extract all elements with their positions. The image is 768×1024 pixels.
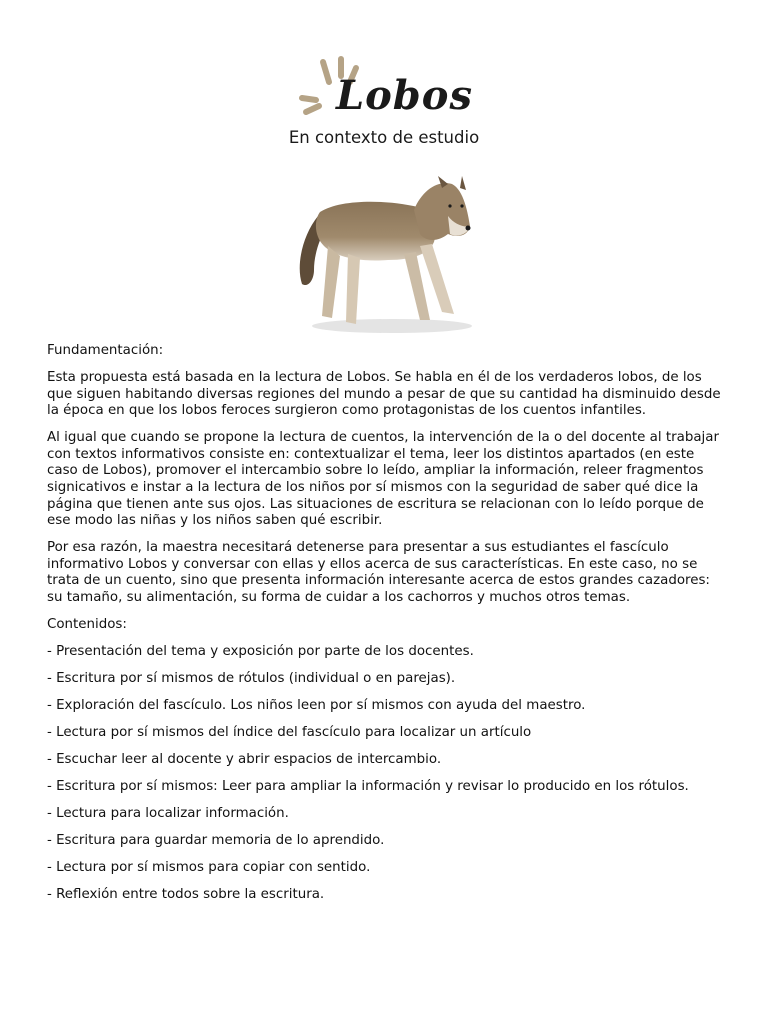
document-header [0, 52, 768, 152]
list-item: - Lectura por sí mismos para copiar con sentido. [47, 859, 371, 875]
list-item: - Exploración del fascículo. Los niños leen por sí mismos con ayuda del maestro. [47, 697, 586, 713]
list-item: - Lectura por sí mismos del índice del fascículo para localizar un artículo [47, 724, 532, 740]
paragraph: Por esa razón, la maestra necesitará detenerse para presentar a sus estudiantes el fascículo informativo Lobos y conversar con ellas y ellos acerca de sus características. En este caso, no se trata de un cuento, sino que presenta información interesante acerca de estos grandes cazadores: su tamaño, su alimentación, su forma de cuidar a los cachorros y muchos otros temas. [47, 540, 710, 605]
list-item: - Escuchar leer al docente y abrir espacios de intercambio. [47, 751, 442, 767]
section-heading-contenidos: Contenidos: [47, 616, 127, 632]
list-item: - Escritura por sí mismos: Leer para ampliar la información y revisar lo producido en los rótulos. [47, 778, 689, 794]
paragraph: Al igual que cuando se propone la lectura de cuentos, la intervención de la o del docente al trabajar con textos informativos consiste en: contextualizar el tema, leer los distintos apartados (en este caso de Lobos), promover el intercambio sobre lo leído, ampliar la información, releer fragmentos signicativos e instar a la lectura de los niños por sí mismos con la seguridad de saber qué dice la página que tienen ante sus ojos. Las situaciones de escritura se relacionan con lo leído porque de ese modo las niñas y los niños saben qué escribir. [47, 430, 719, 529]
document-subtitle: En contexto de estudio [288, 128, 480, 147]
document-body [47, 343, 723, 914]
section-heading-fundamentacion: Fundamentación: [47, 343, 164, 358]
list-item: - Presentación del tema y exposición por parte de los docentes. [47, 643, 474, 659]
list-item: - Reflexión entre todos sobre la escritura. [47, 886, 325, 902]
wolf-photo-icon [292, 176, 476, 336]
list-item: - Lectura para localizar información. [47, 805, 289, 821]
list-item: - Escritura por sí mismos de rótulos (individual o en parejas). [47, 670, 456, 686]
list-item: - Escritura para guardar memoria de lo aprendido. [47, 832, 385, 848]
document-title: Lobos [336, 72, 473, 119]
paragraph: Esta propuesta está basada en la lectura de Lobos. Se habla en él de los verdaderos lobos, de los que siguen habitando diversas regiones del mundo a pesar de que su cantidad ha disminuido desde la época en que los lobos feroces surgieron como protagonistas de los cuentos infantiles. [47, 369, 721, 419]
